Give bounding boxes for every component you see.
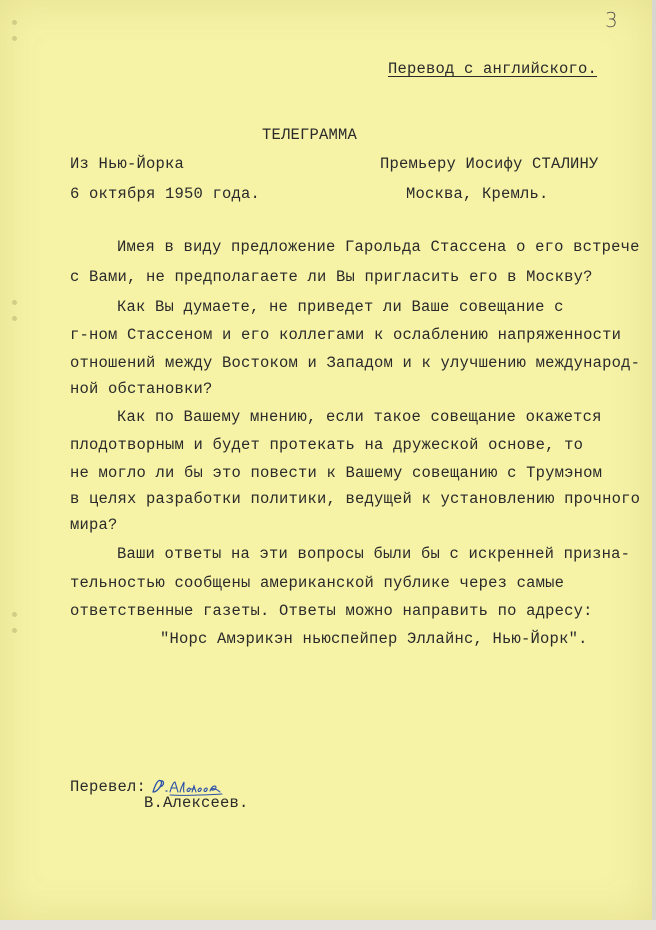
origin-place: Из Нью-Йорка (70, 155, 185, 173)
body-line: "Норс Амэрикэн ньюспейпер Эллайнс, Нью-Йорк". (160, 630, 588, 648)
body-line: Как Вы думаете, не приведет ли Ваше совещание с (117, 298, 564, 316)
body-line: в целях разработки политики, ведущей к установлению прочного (70, 490, 641, 508)
document-type-title: ТЕЛЕГРАММА (262, 126, 358, 144)
body-line: тельностью сообщены американской публике через самые (70, 574, 565, 592)
translator-name: В.Алексеев. (144, 794, 249, 812)
addressee-name: Премьеру Иосифу СТАЛИНУ (380, 155, 599, 173)
translator-label: Перевел: (70, 778, 147, 796)
body-line: отношений между Востоком и Западом и к улучшению международ- (70, 354, 641, 372)
scan-edge-right (652, 0, 656, 930)
body-line: мира? (70, 516, 118, 534)
body-line: ответственные газеты. Ответы можно направить по адресу: (70, 602, 593, 620)
body-line: Имея в виду предложение Гарольда Стассена о его встрече (117, 238, 640, 256)
addressee-location: Москва, Кремль. (406, 185, 549, 203)
origin-date: 6 октября 1950 года. (70, 185, 261, 203)
page-number: 3 (605, 8, 618, 32)
header-note: Перевод с английского. (388, 60, 598, 78)
body-line: не могло ли бы это повести к Вашему совещанию с Трумэном (70, 464, 603, 482)
scan-edge-bottom (0, 920, 656, 930)
body-line: ной обстановки? (70, 380, 213, 398)
body-line: плодотворным и будет протекать на дружеской основе, то (70, 436, 584, 454)
body-line: г-ном Стассеном и его коллегами к ослаблению напряженности (70, 326, 622, 344)
body-line: с Вами, не предполагаете ли Вы пригласить его в Москву? (70, 268, 593, 286)
body-line: Ваши ответы на эти вопросы были бы с искренней призна- (117, 545, 631, 563)
body-line: Как по Вашему мнению, если такое совещание окажется (117, 408, 602, 426)
